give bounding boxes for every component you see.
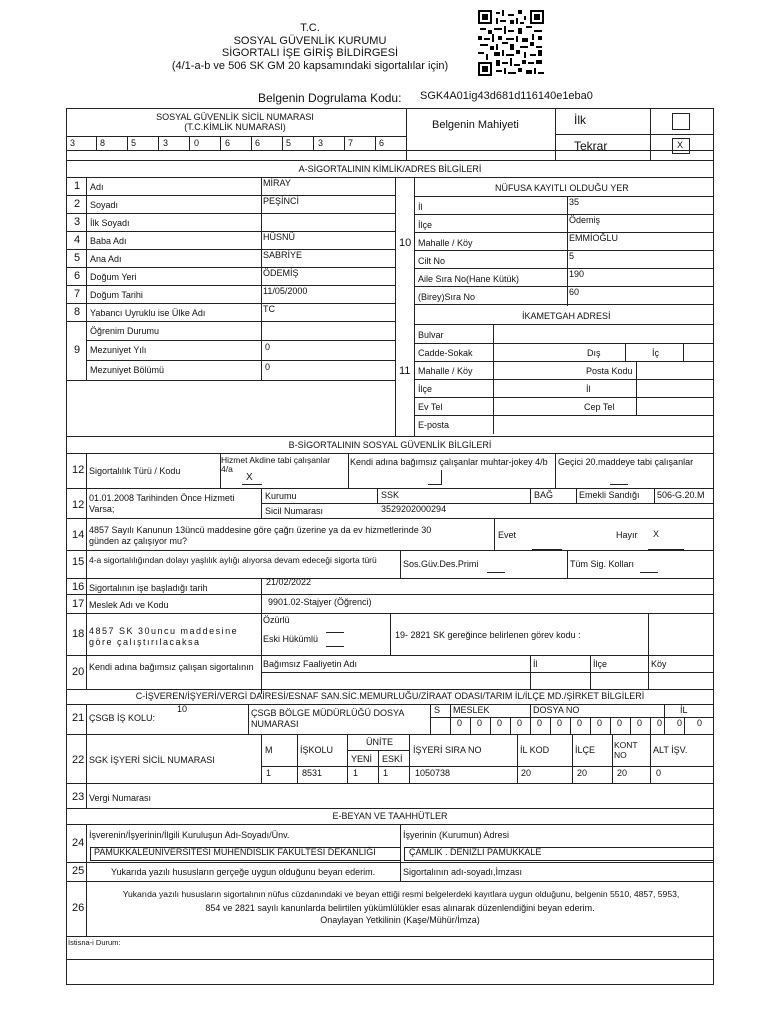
verification-code: SGK4A01ig43d681d116140e1eba0 — [420, 90, 593, 102]
occupation-label: Meslek Adı ve Kodu — [89, 600, 169, 610]
row-14-number: 14 — [72, 529, 85, 541]
row-value[interactable]: PEŞİNCİ — [263, 196, 300, 206]
row-23-number: 23 — [72, 791, 85, 803]
ssn-digit: 8 — [100, 138, 106, 148]
row-value[interactable]: 11/05/2000 — [263, 286, 308, 296]
row-number: 6 — [74, 270, 81, 282]
repeat-mark: X — [677, 140, 684, 150]
activity-il-label: İl — [533, 659, 538, 669]
val-m[interactable]: 1 — [266, 768, 272, 778]
header-institution: SOSYAL GÜVENLİK KURUMU — [233, 34, 387, 47]
row-number: 4 — [74, 234, 81, 246]
ssn-digit: 6 — [379, 138, 385, 148]
all-insurance-branches-label: Tüm Sig. Kolları — [570, 559, 635, 569]
col-kont: KONT NO — [614, 740, 638, 760]
first-checkbox[interactable] — [672, 113, 690, 130]
ssn-title: SOSYAL GÜVENLİK SİCİL NUMARASI (T.C.KİMLİK NUMARASI) — [156, 112, 314, 133]
repeat-label: Tekrar — [574, 139, 608, 153]
col-eski: ESKİ — [382, 754, 403, 764]
registry-label: Cilt No — [418, 256, 446, 266]
registry-label: Mahalle / Köy — [418, 238, 473, 248]
row-label: Ana Adı — [90, 254, 122, 264]
section-e-title: E-BEYAN VE TAAHHÜTLER — [332, 811, 448, 821]
row-21-number: 21 — [72, 712, 85, 724]
file-digit: 0 — [557, 718, 563, 728]
ssn-digit: 0 — [194, 138, 200, 148]
address-ic-label: İç — [652, 348, 660, 358]
row-20-number: 20 — [72, 666, 85, 678]
identity-row — [66, 267, 396, 286]
ssn-digits — [66, 139, 396, 151]
authorized-signature-label: Onaylayan Yetkilinin (Kaşe/Mühür/İmza) — [320, 915, 480, 925]
self-employed-activity-label: Kendi adına bağımsız çalışan sigortalının — [89, 662, 254, 672]
file-digit: 0 — [457, 718, 463, 728]
row-label: Yabancı Uyruklu ise Ülke Adı — [90, 308, 206, 318]
approval-text-line1: Yukarıda yazılı hususların sigortalının nüfus cüzdanındaki ve beyan ettiği resmi belgelerdeki kayıtlara uygun olduğunu, belgenin 5510, 4857, 5953, — [122, 889, 680, 899]
row-label: Soyadı — [90, 200, 119, 210]
section-c-title: C-İŞVEREN/İŞYERİ/VERGİ DAİRESİ/ESNAF SAN.SİC.MEMURLUĞU/ZİRAAT ODASI/TARIM İL/İLÇE MD./ŞİRKET BİLGİLERİ — [135, 691, 645, 701]
address-il-label: İl — [586, 384, 591, 394]
activity-name-label: Bağımsız Faaliyetin Adı — [263, 659, 358, 669]
registry-value[interactable]: Ödemiş — [569, 215, 601, 225]
employment-contract-mark[interactable]: X — [246, 472, 253, 483]
val-kont[interactable]: 20 — [617, 768, 628, 778]
education-status-label: Öğrenim Durumu — [90, 326, 160, 336]
registry-row — [414, 196, 713, 215]
row-number: 2 — [74, 198, 81, 210]
row-value[interactable]: HÜSNÜ — [263, 232, 296, 242]
row-16-number: 16 — [72, 581, 85, 593]
prior-institution-label: Kurumu — [265, 491, 297, 501]
val-iskolu[interactable]: 8531 — [302, 768, 323, 778]
ex-convict-label: Eski Hükümlü — [263, 634, 319, 644]
address-row-number: 11 — [399, 365, 411, 377]
declaration-text: Yukarıda yazılı hususların gerçeğe uygun olduğunu beyan ederim. — [111, 867, 376, 877]
col-unite: ÜNİTE — [366, 737, 393, 747]
identity-row — [66, 195, 396, 214]
start-date-label: Sigortalının işe başladığı tarih — [89, 583, 208, 593]
registry-value[interactable]: 5 — [569, 251, 575, 261]
ssn-digit: 6 — [225, 138, 231, 148]
call-based-work-question: 4857 Sayılı Kanunun 13üncü maddesine göre çağrı üzerine ya da ev hizmetlerinde 30 günden az çalışıyor mu? — [89, 525, 432, 546]
regional-file-label: ÇSGB BÖLGE MÜDÜRLÜĞÜ DOSYA NUMARASI — [251, 708, 404, 729]
employer-name-label: İşverenin/İşyerinin/İlgili Kuruluşun Adı-Soyadı/Ünv. — [89, 830, 290, 840]
prior-service-label: 01.01.2008 Tarihinden Önce Hizmeti Varsa; — [89, 493, 235, 515]
activity-koy-label: Köy — [651, 659, 667, 669]
pension-insurance-label: 4-a sigortalılığından dolayı yaşlılık aylığı alıyorsa devam edeceği sigorta türü — [89, 555, 377, 565]
identity-row — [66, 177, 396, 196]
row-number: 5 — [74, 252, 81, 264]
retirement-fund-label: Emekli Sandığı — [579, 490, 640, 500]
registry-row — [414, 232, 713, 251]
business-line-value[interactable]: 10 — [177, 704, 188, 714]
ssn-digit: 7 — [348, 138, 354, 148]
row-value[interactable]: SABRİYE — [263, 250, 303, 260]
address-ilce-label: İlçe — [418, 384, 433, 394]
row-label: Adı — [90, 182, 104, 192]
row-number: 8 — [74, 306, 81, 318]
registry-row-number: 10 — [399, 237, 412, 249]
col-yeni: YENİ — [351, 754, 373, 764]
registry-row — [414, 250, 713, 269]
start-date-value[interactable]: 21/02/2022 — [266, 577, 312, 587]
qr-code-icon — [478, 10, 544, 76]
registry-label: Aile Sıra No(Hane Kütük) — [418, 274, 520, 284]
address-eposta-label: E-posta — [418, 420, 450, 430]
occupation-value[interactable]: 9901.02-Stajyer (Öğrenci) — [268, 597, 372, 607]
registry-label: (Birey)Sıra No — [418, 292, 476, 302]
prior-registry-number[interactable]: 3529202000294 — [381, 504, 447, 514]
row-value[interactable]: MİRAY — [263, 178, 291, 188]
col-iskolu: İŞKOLU — [300, 745, 334, 755]
file-digit: 0 — [637, 718, 643, 728]
workplace-address-label: İşyerinin (Kurumun) Adresi — [403, 830, 510, 840]
ssk-label: SSK — [381, 490, 400, 500]
col-ilkod: İL KOD — [520, 745, 550, 755]
form-header — [150, 22, 470, 73]
val-yeni[interactable]: 1 — [353, 768, 359, 778]
activity-ilce-label: İlçe — [593, 659, 608, 669]
file-digit: 0 — [577, 718, 583, 728]
file-digit: 0 — [677, 718, 683, 728]
exception-status-label: İstisna-i Durum: — [68, 938, 121, 947]
approval-text-line2: 854 ve 2821 sayılı kanunlarda belirtilen yükümlülükler esas alınarak düzenlendiğini beyan ederim. — [205, 903, 595, 913]
bag-label: BAĞ — [534, 490, 554, 500]
registry-row — [414, 214, 713, 233]
file-digit: 0 — [497, 718, 503, 728]
dosya-no-label: DOSYA NO — [533, 705, 580, 715]
row-12a-number: 12 — [72, 464, 85, 476]
ssn-digit: 3 — [163, 138, 169, 148]
file-digit: 0 — [477, 718, 483, 728]
registry-row — [414, 286, 713, 305]
val-ilce[interactable]: 20 — [577, 768, 588, 778]
row-label: Doğum Yeri — [90, 272, 137, 282]
verification-label: Belgenin Dogrulama Kodu: — [258, 91, 402, 105]
address-title: İKAMETGAH ADRESİ — [522, 311, 611, 321]
col-ilce: İLÇE — [575, 745, 596, 755]
graduation-department-value[interactable]: 0 — [265, 362, 271, 372]
social-security-premium-label: Sos.Güv.Des.Primi — [403, 559, 479, 569]
row-label: Baba Adı — [90, 236, 127, 246]
file-digit: 0 — [597, 718, 603, 728]
ssn-digit: 3 — [318, 138, 324, 148]
s-label: S — [434, 705, 441, 715]
graduation-department-label: Mezuniyet Bölümü — [90, 365, 165, 375]
val-alt[interactable]: 0 — [656, 768, 662, 778]
address-bulvar-label: Bulvar — [418, 330, 444, 340]
document-nature-label: Belgenin Mahiyeti — [432, 119, 519, 131]
row-24-number: 24 — [72, 837, 85, 849]
col-alt: ALT İŞV. — [653, 745, 688, 755]
registry-value[interactable]: 190 — [569, 269, 585, 279]
registry-rows — [414, 196, 713, 308]
registry-value[interactable]: EMMİOĞLU — [569, 233, 619, 243]
identity-row — [66, 285, 396, 304]
meslek-label: MESLEK — [453, 705, 490, 715]
employer-name-value[interactable]: PAMUKKALEÜNİVERSİTESİ MÜHENDİSLİK FAKÜLTESİ DEKANLIĞI — [94, 847, 376, 857]
address-cadde-label: Cadde-Sokak — [418, 348, 473, 358]
registry-row — [414, 268, 713, 287]
row-label: Doğum Tarihi — [90, 290, 143, 300]
insurance-type-label: Sigortalılık Türü / Kodu — [89, 466, 181, 476]
graduation-year-value[interactable]: 0 — [265, 342, 271, 352]
address-posta-label: Posta Kodu — [586, 366, 633, 376]
header-form-title: SİGORTALI İŞE GİRİŞ BİLDİRGESİ — [221, 47, 399, 60]
workplace-registry-label: SGK İŞYERİ SİCİL NUMARASI — [89, 755, 215, 765]
graduation-year-label: Mezuniyet Yılı — [90, 345, 147, 355]
registry-label: İlçe — [418, 220, 433, 230]
disabled-label: Özürlü — [263, 615, 290, 625]
row-22-number: 22 — [72, 754, 85, 766]
identity-rows — [66, 177, 396, 323]
registry-title: NÜFUSA KAYITLI OLDUĞU YER — [495, 183, 629, 193]
employment-contract-label: Hizmet Akdine tabi çalışanlar 4/a — [221, 455, 331, 475]
registry-value[interactable]: 60 — [569, 287, 580, 297]
address-dis-label: Dış — [587, 348, 601, 358]
registry-label: İl — [418, 202, 423, 212]
education-row-number: 9 — [74, 344, 81, 356]
registry-value[interactable]: 35 — [569, 197, 580, 207]
section-b-title: B-SİGORTALININ SOSYAL GÜVENLİK BİLGİLERİ — [288, 440, 492, 450]
row-15-number: 15 — [72, 556, 85, 568]
address-mahalle-label: Mahalle / Köy — [418, 366, 473, 376]
header-tc: T.C. — [300, 22, 320, 34]
identity-row — [66, 231, 396, 250]
col-m: M — [265, 745, 273, 755]
form-bottom-border — [66, 984, 714, 985]
self-employed-label: Kendi adına bağımsız çalışanlar muhtar-jokey 4/b — [350, 457, 548, 467]
tax-number-label: Vergi Numarası — [89, 793, 152, 803]
workplace-address-value[interactable]: ÇAMLIK . DENİZLİ PAMUKKALE — [409, 847, 542, 857]
row-value[interactable]: TC — [263, 304, 275, 314]
file-digit: 0 — [617, 718, 623, 728]
article-30-label: 4857 SK 30uncu maddesine göre çalıştırılacaksa — [89, 626, 239, 647]
identity-row — [66, 303, 396, 322]
identity-row — [66, 249, 396, 268]
ssn-digit: 3 — [70, 138, 76, 148]
ssn-digit: 5 — [131, 138, 137, 148]
col-sira: İŞYERİ SIRA NO — [413, 745, 482, 755]
val-ilkod[interactable]: 20 — [521, 768, 532, 778]
row-value[interactable]: ÖDEMİŞ — [263, 268, 299, 278]
duty-code-label: 19- 2821 SK gereğince belirlenen görev kodu : — [395, 630, 581, 640]
file-digit: 0 — [697, 718, 703, 728]
business-line-label: ÇSGB İŞ KOLU: — [89, 713, 156, 723]
prior-registry-label: Sicil Numarası — [265, 506, 324, 516]
row-number: 3 — [74, 216, 81, 228]
first-label: İlk — [574, 113, 586, 127]
ssn-digit: 5 — [286, 138, 292, 148]
file-digit: 0 — [517, 718, 523, 728]
identity-row — [66, 213, 396, 232]
val-sira[interactable]: 1050738 — [415, 768, 451, 778]
insured-signature-label: Sigortalının adı-soyadı,İmzası — [403, 867, 523, 877]
section-a-title: A-SİGORTALININ KİMLİK/ADRES BİLGİLERİ — [298, 164, 482, 174]
row-18-number: 18 — [72, 628, 85, 640]
no-mark[interactable]: X — [653, 529, 660, 539]
yes-label: Evet — [498, 530, 517, 540]
form-top-border — [66, 108, 714, 109]
header-scope: (4/1-a-b ve 506 SK GM 20 kapsamındaki sigortalılar için) — [171, 59, 449, 72]
row-number: 7 — [74, 288, 81, 300]
file-digit: 0 — [657, 718, 663, 728]
row-12b-number: 12 — [72, 499, 85, 511]
row-17-number: 17 — [72, 598, 85, 610]
no-label: Hayır — [616, 530, 638, 540]
row-number: 1 — [74, 180, 81, 192]
row-label: İlk Soyadı — [90, 218, 130, 228]
row-26-number: 26 — [72, 902, 85, 914]
row-25-number: 25 — [72, 865, 85, 877]
ssn-digit: 6 — [255, 138, 261, 148]
address-evtel-label: Ev Tel — [418, 402, 443, 412]
val-eski[interactable]: 1 — [383, 768, 389, 778]
gm20-label: 506-G.20.M — [657, 490, 705, 500]
il-label: İL — [680, 705, 688, 715]
temporary-article-label: Geçici 20.maddeye tabi çalışanlar — [558, 457, 694, 467]
file-digit: 0 — [537, 718, 543, 728]
address-ceptel-label: Cep Tel — [584, 402, 615, 412]
